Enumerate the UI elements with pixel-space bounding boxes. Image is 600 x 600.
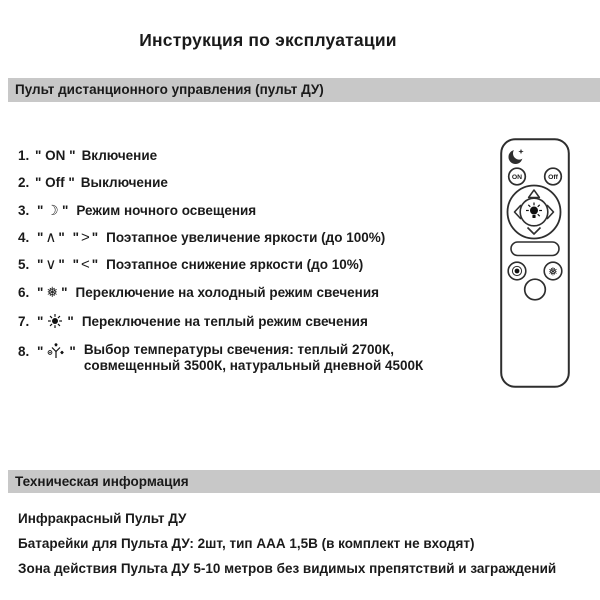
- item-text: Режим ночного освещения: [76, 203, 257, 218]
- remote-functions-list: [18, 149, 492, 387]
- off-button: [545, 168, 562, 185]
- quote: ": [58, 257, 65, 272]
- quote: ": [37, 257, 44, 272]
- remote-drawing: [500, 138, 570, 388]
- quote: ": [37, 203, 44, 218]
- sun-icon: [47, 313, 63, 329]
- list-item-on: [18, 149, 492, 163]
- list-item-warm-mode: [18, 313, 492, 329]
- item-text: Переключение на холодный режим свечения: [75, 285, 380, 300]
- quote: ": [91, 230, 99, 245]
- quote: ": [58, 230, 65, 245]
- quote: ": [61, 285, 68, 300]
- quote: ": [91, 257, 99, 272]
- tech-line-batteries: Батарейки для Пульта ДУ: 2шт, тип ААА 1,5В (в комплект не входят): [18, 536, 475, 551]
- section-header-tech: [8, 470, 600, 493]
- item-text: Переключение на теплый режим свечения: [81, 314, 368, 329]
- list-item-color-temperature: [18, 342, 492, 374]
- item-text: Выключение: [80, 175, 168, 190]
- item-number: 7.: [18, 314, 30, 329]
- page-title: Инструкция по эксплуатации: [139, 30, 397, 50]
- list-item-night-mode: [18, 203, 492, 218]
- section-header-tech-label: Техническая информация: [15, 474, 189, 489]
- tech-info: [18, 506, 556, 581]
- svg-text:Off: Off: [548, 174, 558, 181]
- on-label: " ON ": [35, 148, 76, 163]
- cold-mode-button: [544, 262, 562, 280]
- item-number: 6.: [18, 285, 30, 300]
- quote: ": [37, 285, 44, 300]
- item-text: Включение: [81, 148, 158, 163]
- moon-icon: ☾: [46, 202, 59, 218]
- quote: ": [67, 314, 74, 329]
- section-header-remote: [8, 78, 600, 102]
- quote: ": [61, 203, 69, 218]
- item-number: 4.: [18, 230, 30, 245]
- item-text: Поэтапное снижение яркости (до 10%): [106, 257, 364, 272]
- quote: ": [72, 230, 79, 245]
- quote: ": [37, 230, 44, 245]
- quote: ": [69, 344, 76, 359]
- item-text: Выбор температуры свечения: теплый 2700К, совмещенный 3500К, натуральный дневной 4500К: [83, 342, 424, 373]
- svg-text:ON: ON: [511, 174, 523, 181]
- tech-line-ir: Инфракрасный Пульт ДУ: [18, 511, 187, 526]
- list-item-off: [18, 176, 492, 190]
- item-number: 1.: [18, 148, 30, 163]
- list-item-cold-mode: [18, 285, 492, 300]
- chevron-up-icon: ∧: [45, 229, 57, 246]
- quote: ": [37, 344, 44, 359]
- tech-line-range: Зона действия Пульта ДУ 5-10 метров без видимых препятствий и заграждений: [18, 561, 557, 576]
- pill-button: [511, 242, 559, 256]
- item-number: 5.: [18, 257, 30, 272]
- chevron-right-icon: >: [80, 229, 90, 246]
- item-number: 2.: [18, 175, 30, 190]
- temperature-select-button: [525, 279, 546, 300]
- item-number: 8.: [18, 344, 30, 359]
- warm-mode-button: [508, 262, 526, 280]
- item-number: 3.: [18, 203, 30, 218]
- chevron-left-icon: <: [80, 256, 90, 273]
- off-label: " Off ": [35, 175, 75, 190]
- item-text: Поэтапное увеличение яркости (до 100%): [106, 230, 386, 245]
- on-button: [509, 168, 526, 185]
- svg-text:❅: ❅: [548, 266, 558, 279]
- temperature-select-icon: [47, 342, 65, 360]
- section-header-remote-label: Пульт дистанционного управления (пульт ДУ): [15, 82, 324, 97]
- snowflake-icon: ❅: [46, 284, 59, 300]
- quote: ": [72, 257, 79, 272]
- list-item-brightness-down: [18, 258, 492, 272]
- remote-illustration: [500, 138, 570, 388]
- chevron-down-icon: ∨: [45, 256, 57, 273]
- quote: ": [37, 314, 44, 329]
- list-item-brightness-up: [18, 231, 492, 245]
